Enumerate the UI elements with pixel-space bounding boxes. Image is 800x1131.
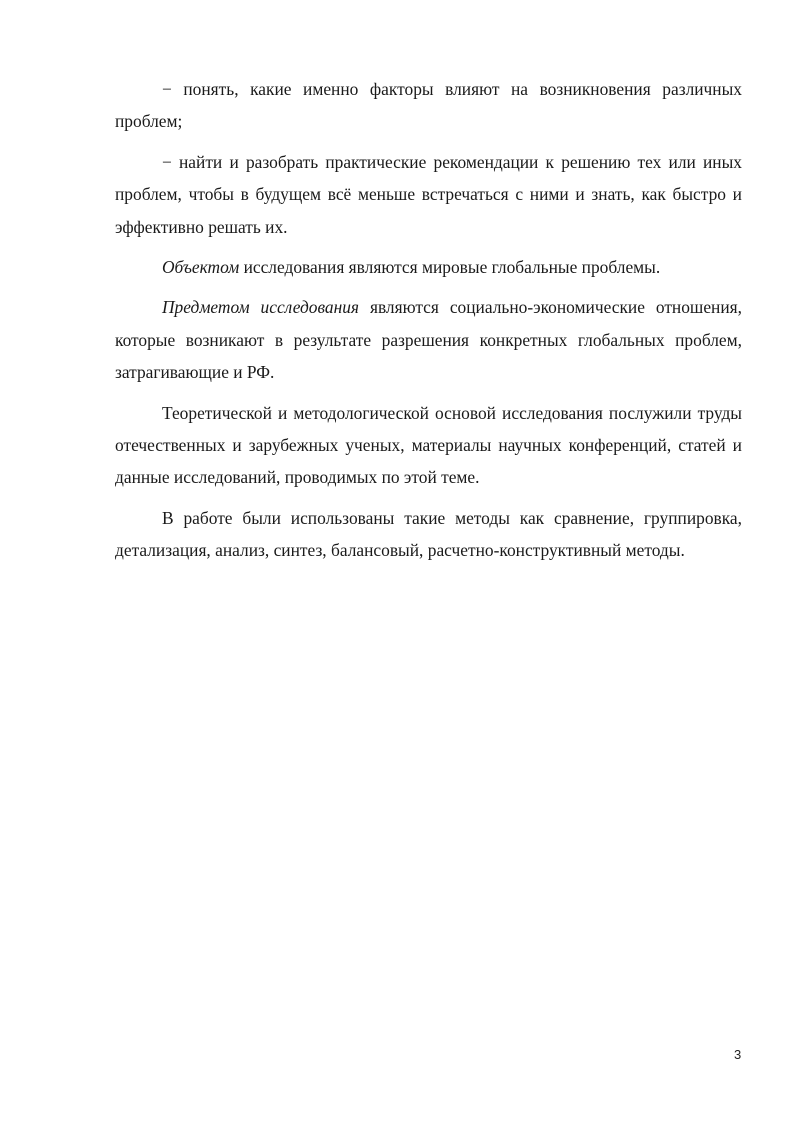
italic-term-subject: Предметом исследования — [162, 297, 360, 318]
paragraph-text: являются социально-экономические отношения, которые возникают в результате разрешения конкретных глобальных проблем, затрагивающие и РФ. — [115, 297, 743, 383]
paragraph-research-object — [115, 251, 742, 283]
paragraph-methodology-basis — [115, 397, 742, 494]
page-number: 3 — [734, 1047, 742, 1062]
list-item-understand-factors — [115, 73, 742, 138]
paragraph-text: − найти и разобрать практические рекомендации к решению тех или иных проблем, чтобы в будущем всё меньше встречаться с ними и знать, как быстро и эффективно решать их. — [115, 151, 742, 237]
paragraph-text: − понять, какие именно факторы влияют на возникновения различных проблем; — [115, 79, 742, 132]
paragraph-text: Теоретической и методологической основой исследования послужили труды отечественных и зарубежных ученых, материалы научных конференций, статей и данные исследований, проводимых по этой теме. — [115, 402, 742, 488]
paragraph-text: исследования являются мировые глобальные проблемы. — [239, 257, 661, 278]
list-item-find-recommendations — [115, 146, 742, 243]
paragraph-methods-used — [115, 502, 742, 567]
paragraph-research-subject — [115, 291, 742, 388]
page-body — [115, 73, 742, 575]
paragraph-text: В работе были использованы такие методы как сравнение, группировка, детализация, анализ, синтез, балансовый, расчетно-конструктивный методы. — [115, 507, 742, 561]
italic-term-object: Объектом — [162, 257, 240, 278]
